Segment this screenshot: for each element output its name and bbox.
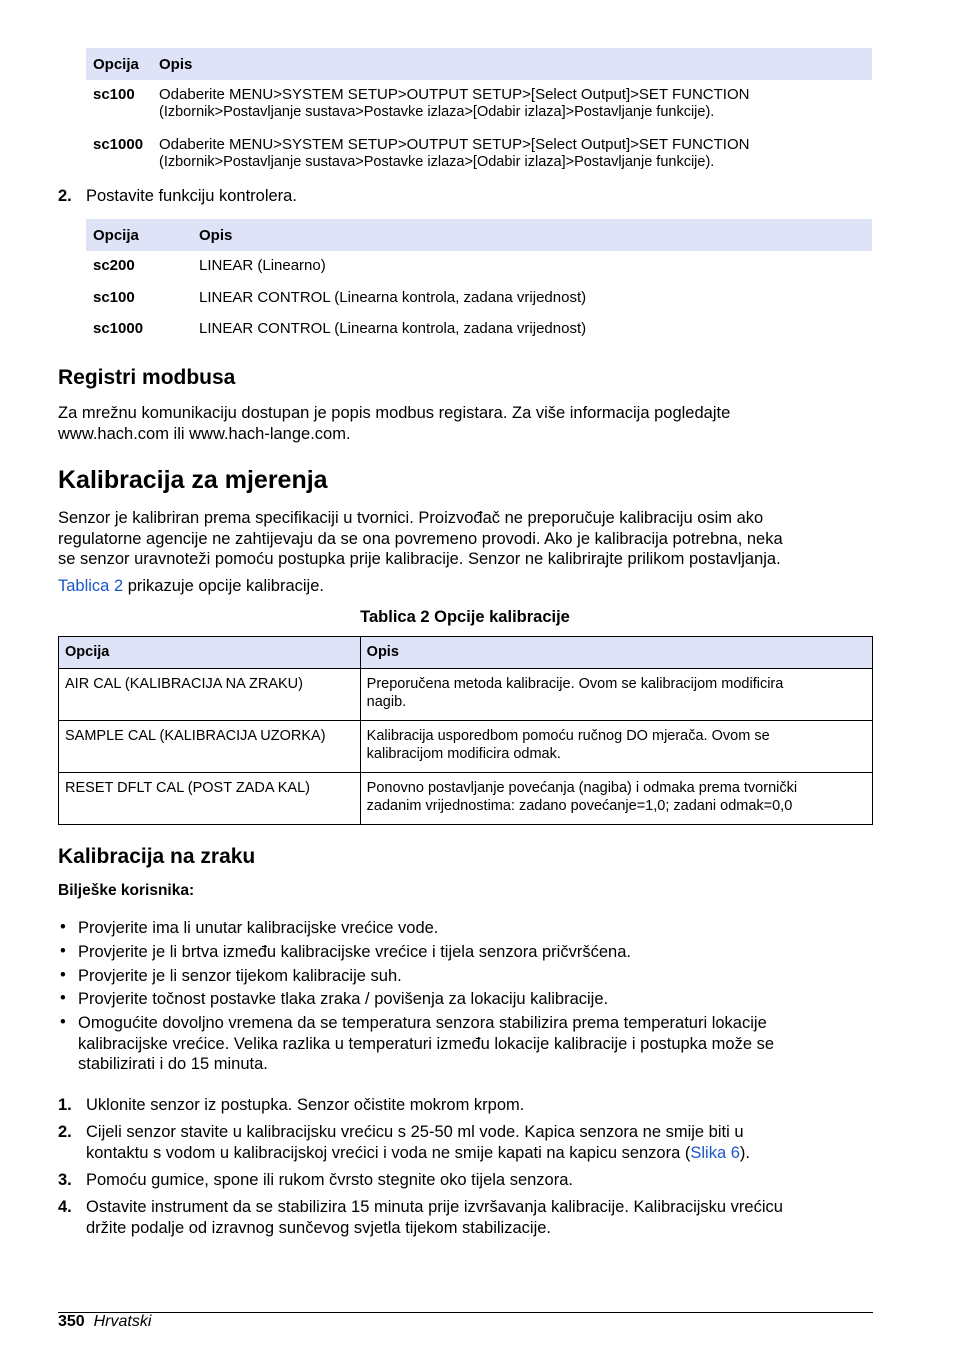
cal-row3-option: RESET DFLT CAL (POST ZADA KAL)	[59, 773, 361, 825]
list-item: Provjerite točnost postavke tlaka zraka / povišenja za lokaciju kalibracije.	[78, 990, 609, 1008]
bullet5-line1: Omogućite dovoljno vremena da se temperatura senzora stabilizira prema temperaturi lokacije	[78, 1014, 767, 1032]
calibration-line2: regulatorne agencije ne zahtijevaju da se ona povremeno provodi. Ako je kalibracija potrebna, neka	[58, 529, 783, 548]
modbus-line1: Za mrežnu komunikaciju dostupan je popis modbus registara. Za više informacija pogledajte	[58, 404, 731, 422]
table-row	[59, 669, 873, 721]
user-notes-title: Bilješke korisnika:	[58, 882, 195, 899]
step2b-line2	[86, 1143, 750, 1164]
list-item: Provjerite je li brtva između kalibracijske vrećice i tijela senzora pričvršćena.	[78, 943, 631, 961]
step4-text	[86, 1197, 783, 1238]
table-row	[59, 721, 873, 773]
step2b-number: 2.	[58, 1123, 72, 1141]
table2-row2-desc: LINEAR CONTROL (Linearna kontrola, zadana vrijednost)	[199, 289, 587, 306]
calibration-heading: Kalibracija za mjerenja	[58, 466, 328, 494]
calibration-paragraph	[58, 508, 783, 570]
cal-row3-desc1: Ponovno postavljanje povećanja (nagiba) i odmaka prema tvornički	[366, 780, 798, 796]
table2-header	[86, 219, 872, 251]
table1-row1-desc2: (Izbornik>Postavljanje sustava>Postavke izlaza>[Odabir izlaza]>Postavljanje funkcije).	[159, 104, 715, 120]
bullet-marker: •	[60, 966, 66, 984]
cal-row1-desc1: Preporučena metoda kalibracije. Ovom se kalibracijom modificira	[366, 676, 784, 692]
table-row	[86, 86, 872, 126]
cal-row2-option: SAMPLE CAL (KALIBRACIJA UZORKA)	[59, 721, 361, 773]
cal-table-header-desc: Opis	[360, 637, 872, 669]
bullet-marker: •	[60, 918, 66, 936]
table2-row1-option: sc200	[93, 257, 135, 274]
footer-language: Hrvatski	[93, 1313, 152, 1330]
table1-header-desc: Opis	[159, 56, 193, 73]
table1-row2-desc1: Odaberite MENU>SYSTEM SETUP>OUTPUT SETUP>[Select Output]>SET FUNCTION	[159, 136, 750, 153]
list-item	[78, 1013, 774, 1075]
step1-text: Uklonite senzor iz postupka. Senzor očistite mokrom krpom.	[86, 1096, 525, 1114]
cal-row3-desc2: zadanim vrijednostima: zadano povećanje=1,0; zadani odmak=0,0	[366, 798, 793, 814]
table-row	[59, 773, 873, 825]
table2-row3-desc: LINEAR CONTROL (Linearna kontrola, zadana vrijednost)	[199, 320, 587, 337]
table-row	[86, 289, 872, 309]
cal-row3-desc	[360, 773, 872, 825]
bullet-marker: •	[60, 1013, 66, 1031]
calibration-line3: se senzor uravnoteži pomoću postupka prije kalibracije. Senzor ne kalibrirajte prilikom postavljanja.	[58, 550, 781, 568]
table-row	[86, 320, 872, 340]
footer-divider	[58, 1312, 873, 1313]
cal-row1-desc	[360, 669, 872, 721]
cal-row2-desc1: Kalibracija usporedbom pomoću ručnog DO mjerača. Ovom se	[366, 728, 770, 744]
page-number: 350	[58, 1313, 85, 1330]
calibration-reference-text: prikazuje opcije kalibracije.	[123, 577, 324, 595]
cal-row1-desc2: nagib.	[366, 694, 407, 710]
table2-header-desc: Opis	[199, 227, 233, 244]
figure6-link[interactable]: Slika 6	[690, 1143, 740, 1162]
calibration-options-table	[58, 636, 873, 825]
step2b-line2b: ).	[739, 1143, 750, 1162]
list-item: Provjerite je li senzor tijekom kalibracije suh.	[78, 967, 402, 985]
table1-row1-option: sc100	[93, 86, 135, 103]
table2-header-option: Opcija	[93, 227, 139, 244]
table1-row2-desc2: (Izbornik>Postavljanje sustava>Postavke izlaza>[Odabir izlaza]>Postavljanje funkcije).	[159, 154, 715, 170]
step2-text: Postavite funkciju kontrolera.	[86, 187, 297, 205]
air-cal-heading: Kalibracija na zraku	[58, 845, 256, 868]
step4-line1: Ostavite instrument da se stabilizira 15 minuta prije izvršavanja kalibracije. Kalibracijsku vrećicu	[86, 1198, 783, 1216]
calibration-line1: Senzor je kalibriran prema specifikaciji u tvornici. Proizvođač ne preporučuje kalibraciju osim ako	[58, 509, 764, 527]
table1-header	[86, 48, 872, 80]
table1-row1-desc1: Odaberite MENU>SYSTEM SETUP>OUTPUT SETUP>[Select Output]>SET FUNCTION	[159, 86, 750, 103]
step2b-line1: Cijeli senzor stavite u kalibracijsku vrećicu s 25-50 ml vode. Kapica senzora ne smije biti u	[86, 1123, 744, 1141]
cal-table-header-option: Opcija	[59, 637, 361, 669]
step3-text: Pomoću gumice, spone ili rukom čvrsto stegnite oko tijela senzora.	[86, 1171, 573, 1189]
cal-row2-desc2: kalibracijom modificira odmak.	[366, 746, 561, 762]
step2b-text	[86, 1122, 750, 1163]
table-header-row	[59, 637, 873, 669]
bullet5-line2: kalibracijske vrećice. Velika razlika u temperaturi između lokacije kalibracije i postupka može se	[78, 1034, 775, 1053]
table-row	[86, 257, 872, 277]
table2-row3-option: sc1000	[93, 320, 144, 337]
bullet5-line3: stabilizirati i do 15 minuta.	[78, 1055, 268, 1073]
cal-row2-desc	[360, 721, 872, 773]
step3-number: 3.	[58, 1171, 72, 1189]
modbus-line2: www.hach.com ili www.hach-lange.com.	[58, 425, 351, 443]
table1-header-option: Opcija	[93, 56, 139, 73]
table2-link[interactable]: Tablica 2	[58, 577, 124, 595]
bullet-marker: •	[60, 989, 66, 1007]
table2-row1-desc: LINEAR (Linearno)	[199, 257, 326, 274]
step2-number: 2.	[58, 187, 72, 205]
table-caption: Tablica 2 Opcije kalibracije	[360, 608, 570, 626]
step4-number: 4.	[58, 1198, 72, 1216]
step2b-line2a: kontaktu s vodom u kalibracijskoj vrećici i voda ne smije kapati na kapicu senzora (	[86, 1143, 691, 1162]
table-row	[86, 136, 872, 176]
modbus-paragraph	[58, 403, 730, 445]
footer	[58, 1313, 151, 1331]
step4-line2: držite podalje od izravnog sunčevog svjetla tijekom stabilizacije.	[86, 1218, 551, 1237]
cal-row1-option: AIR CAL (KALIBRACIJA NA ZRAKU)	[59, 669, 361, 721]
calibration-reference	[58, 576, 324, 597]
table1-row2-option: sc1000	[93, 136, 144, 153]
modbus-heading: Registri modbusa	[58, 366, 236, 389]
step1-number: 1.	[58, 1096, 72, 1114]
table2-row2-option: sc100	[93, 289, 135, 306]
bullet-marker: •	[60, 942, 66, 960]
list-item: Provjerite ima li unutar kalibracijske vrećice vode.	[78, 919, 439, 937]
